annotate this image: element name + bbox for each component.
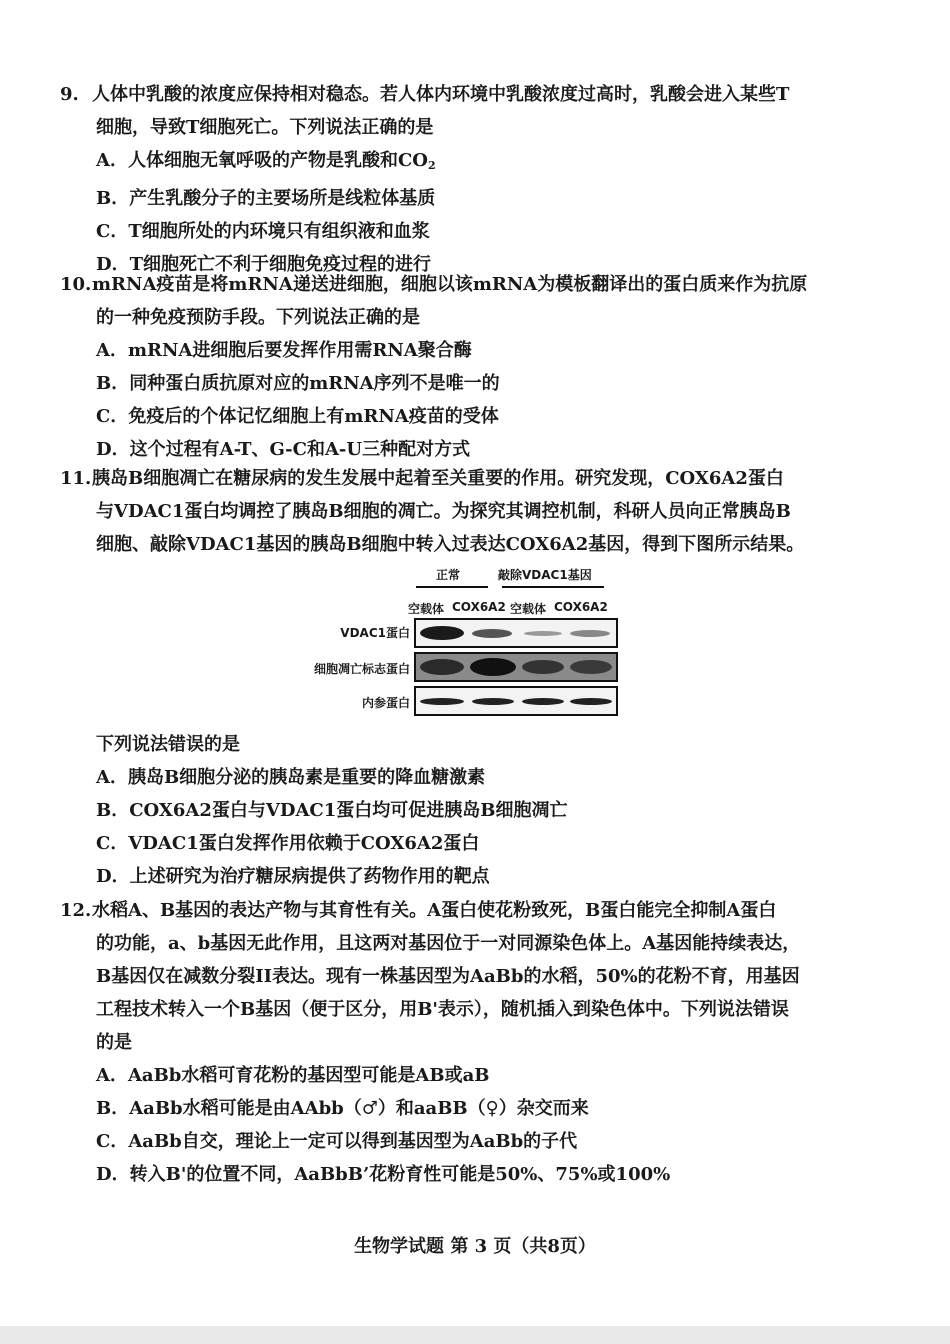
group-label-knockout: 敲除VDAC1基因: [498, 568, 592, 582]
band: [524, 631, 562, 636]
band: [420, 659, 464, 675]
lane-label: 空载体: [408, 602, 445, 616]
subscript: 2: [427, 159, 436, 172]
row-label-vdac1: VDAC1蛋白: [340, 626, 410, 640]
band: [522, 660, 564, 674]
option-c: C．T细胞所处的内环境只有组织液和血浆: [96, 221, 430, 242]
option-b: B．COX6A2蛋白与VDAC1蛋白均可促进胰岛B细胞凋亡: [96, 800, 568, 821]
question-stem: 的功能，a、b基因无此作用，且这两对基因位于一对同源染色体上。A基因能持续表达，: [96, 933, 801, 954]
blot-strip-loading-control: [414, 686, 618, 716]
blot-strip-apoptosis: [414, 652, 618, 682]
option-b: B．产生乳酸分子的主要场所是线粒体基质: [96, 188, 436, 209]
option-d: D．上述研究为治疗糖尿病提供了药物作用的靶点: [96, 866, 490, 887]
option-d: D．这个过程有A-T、G-C和A-U三种配对方式: [96, 439, 471, 460]
question-number: 12.: [60, 900, 92, 921]
page-footer: 生物学试题 第 3 页（共8页）: [354, 1236, 596, 1257]
question-10: [60, 268, 860, 466]
blot-strip-vdac1: [414, 618, 618, 648]
question-12: [60, 894, 860, 1191]
option-c: C．免疫后的个体记忆细胞上有mRNA疫苗的受体: [96, 406, 499, 427]
question-stem: 胰岛B细胞凋亡在糖尿病的发生发展中起着至关重要的作用。研究发现，COX6A2蛋白: [92, 468, 784, 489]
option-a: A．mRNA进细胞后要发挥作用需RNA聚合酶: [96, 340, 472, 361]
band: [472, 698, 514, 705]
question-number: 11.: [60, 468, 92, 489]
group-label-normal: 正常: [436, 568, 461, 582]
question-11: [60, 462, 860, 561]
question-stem: 的一种免疫预防手段。下列说法正确的是: [96, 307, 420, 328]
lane-label: COX6A2: [452, 600, 506, 614]
band: [522, 698, 564, 705]
option-c: C．VDAC1蛋白发挥作用依赖于COX6A2蛋白: [96, 833, 480, 854]
option-a: A．人体细胞无氧呼吸的产物是乳酸和$CO_2$: [96, 150, 436, 172]
row-label-apoptosis-marker: 细胞凋亡标志蛋白: [313, 662, 410, 676]
question-number: 9.: [60, 84, 79, 105]
option-c: C．AaBb自交，理论上一定可以得到基因型为AaBb的子代: [96, 1131, 578, 1152]
question-11-options: [60, 728, 860, 893]
band: [570, 630, 610, 637]
lane-label: 空载体: [510, 602, 547, 616]
band: [472, 629, 512, 638]
option-d: D．转入B'的位置不同，AaBbB’花粉育性可能是50%、75%或100%: [96, 1164, 671, 1185]
lane-label: COX6A2: [554, 600, 608, 614]
question-stem: mRNA疫苗是将mRNA递送进细胞，细胞以该mRNA为模板翻译出的蛋白质来作为抗原: [92, 274, 808, 295]
question-stem: 工程技术转入一个B基因（便于区分，用B'表示），随机插入到染色体中。下列说法错误: [96, 999, 789, 1020]
option-b: B．同种蛋白质抗原对应的mRNA序列不是唯一的: [96, 373, 500, 394]
band: [570, 660, 612, 674]
option-d: D．T细胞死亡不利于细胞免疫过程的进行: [96, 254, 432, 275]
question-prompt: 下列说法错误的是: [96, 734, 240, 755]
band: [470, 658, 516, 676]
option-a: A．AaBb水稻可育花粉的基因型可能是AB或aB: [96, 1065, 490, 1086]
question-stem: 细胞、敲除VDAC1基因的胰岛B细胞中转入过表达COX6A2基因，得到下图所示结果。: [96, 534, 805, 555]
band: [420, 698, 464, 705]
western-blot-figure: [290, 562, 620, 722]
question-stem: B基因仅在减数分裂II表达。现有一株基因型为AaBb的水稻，50%的花粉不育，用基因: [96, 966, 800, 987]
question-stem: 的是: [96, 1032, 132, 1053]
option-b: B．AaBb水稻可能是由AAbb（♂）和aaBB（♀）杂交而来: [96, 1098, 589, 1119]
question-9: [60, 78, 860, 281]
question-number: 10.: [60, 274, 92, 295]
group-underline: [416, 586, 488, 588]
option-a: A．胰岛B细胞分泌的胰岛素是重要的降血糖激素: [96, 767, 486, 788]
question-stem: 与VDAC1蛋白均调控了胰岛B细胞的凋亡。为探究其调控机制，科研人员向正常胰岛B: [96, 501, 791, 522]
question-stem: 人体中乳酸的浓度应保持相对稳态。若人体内环境中乳酸浓度过高时，乳酸会进入某些T: [92, 84, 790, 105]
question-stem: 细胞，导致T细胞死亡。下列说法正确的是: [96, 117, 434, 138]
group-underline: [502, 586, 604, 588]
band: [570, 698, 612, 705]
row-label-loading-control: 内参蛋白: [361, 696, 410, 710]
scan-edge: [0, 1326, 950, 1344]
band: [420, 626, 464, 640]
question-stem: 水稻A、B基因的表达产物与其育性有关。A蛋白使花粉致死，B蛋白能完全抑制A蛋白: [92, 900, 777, 921]
